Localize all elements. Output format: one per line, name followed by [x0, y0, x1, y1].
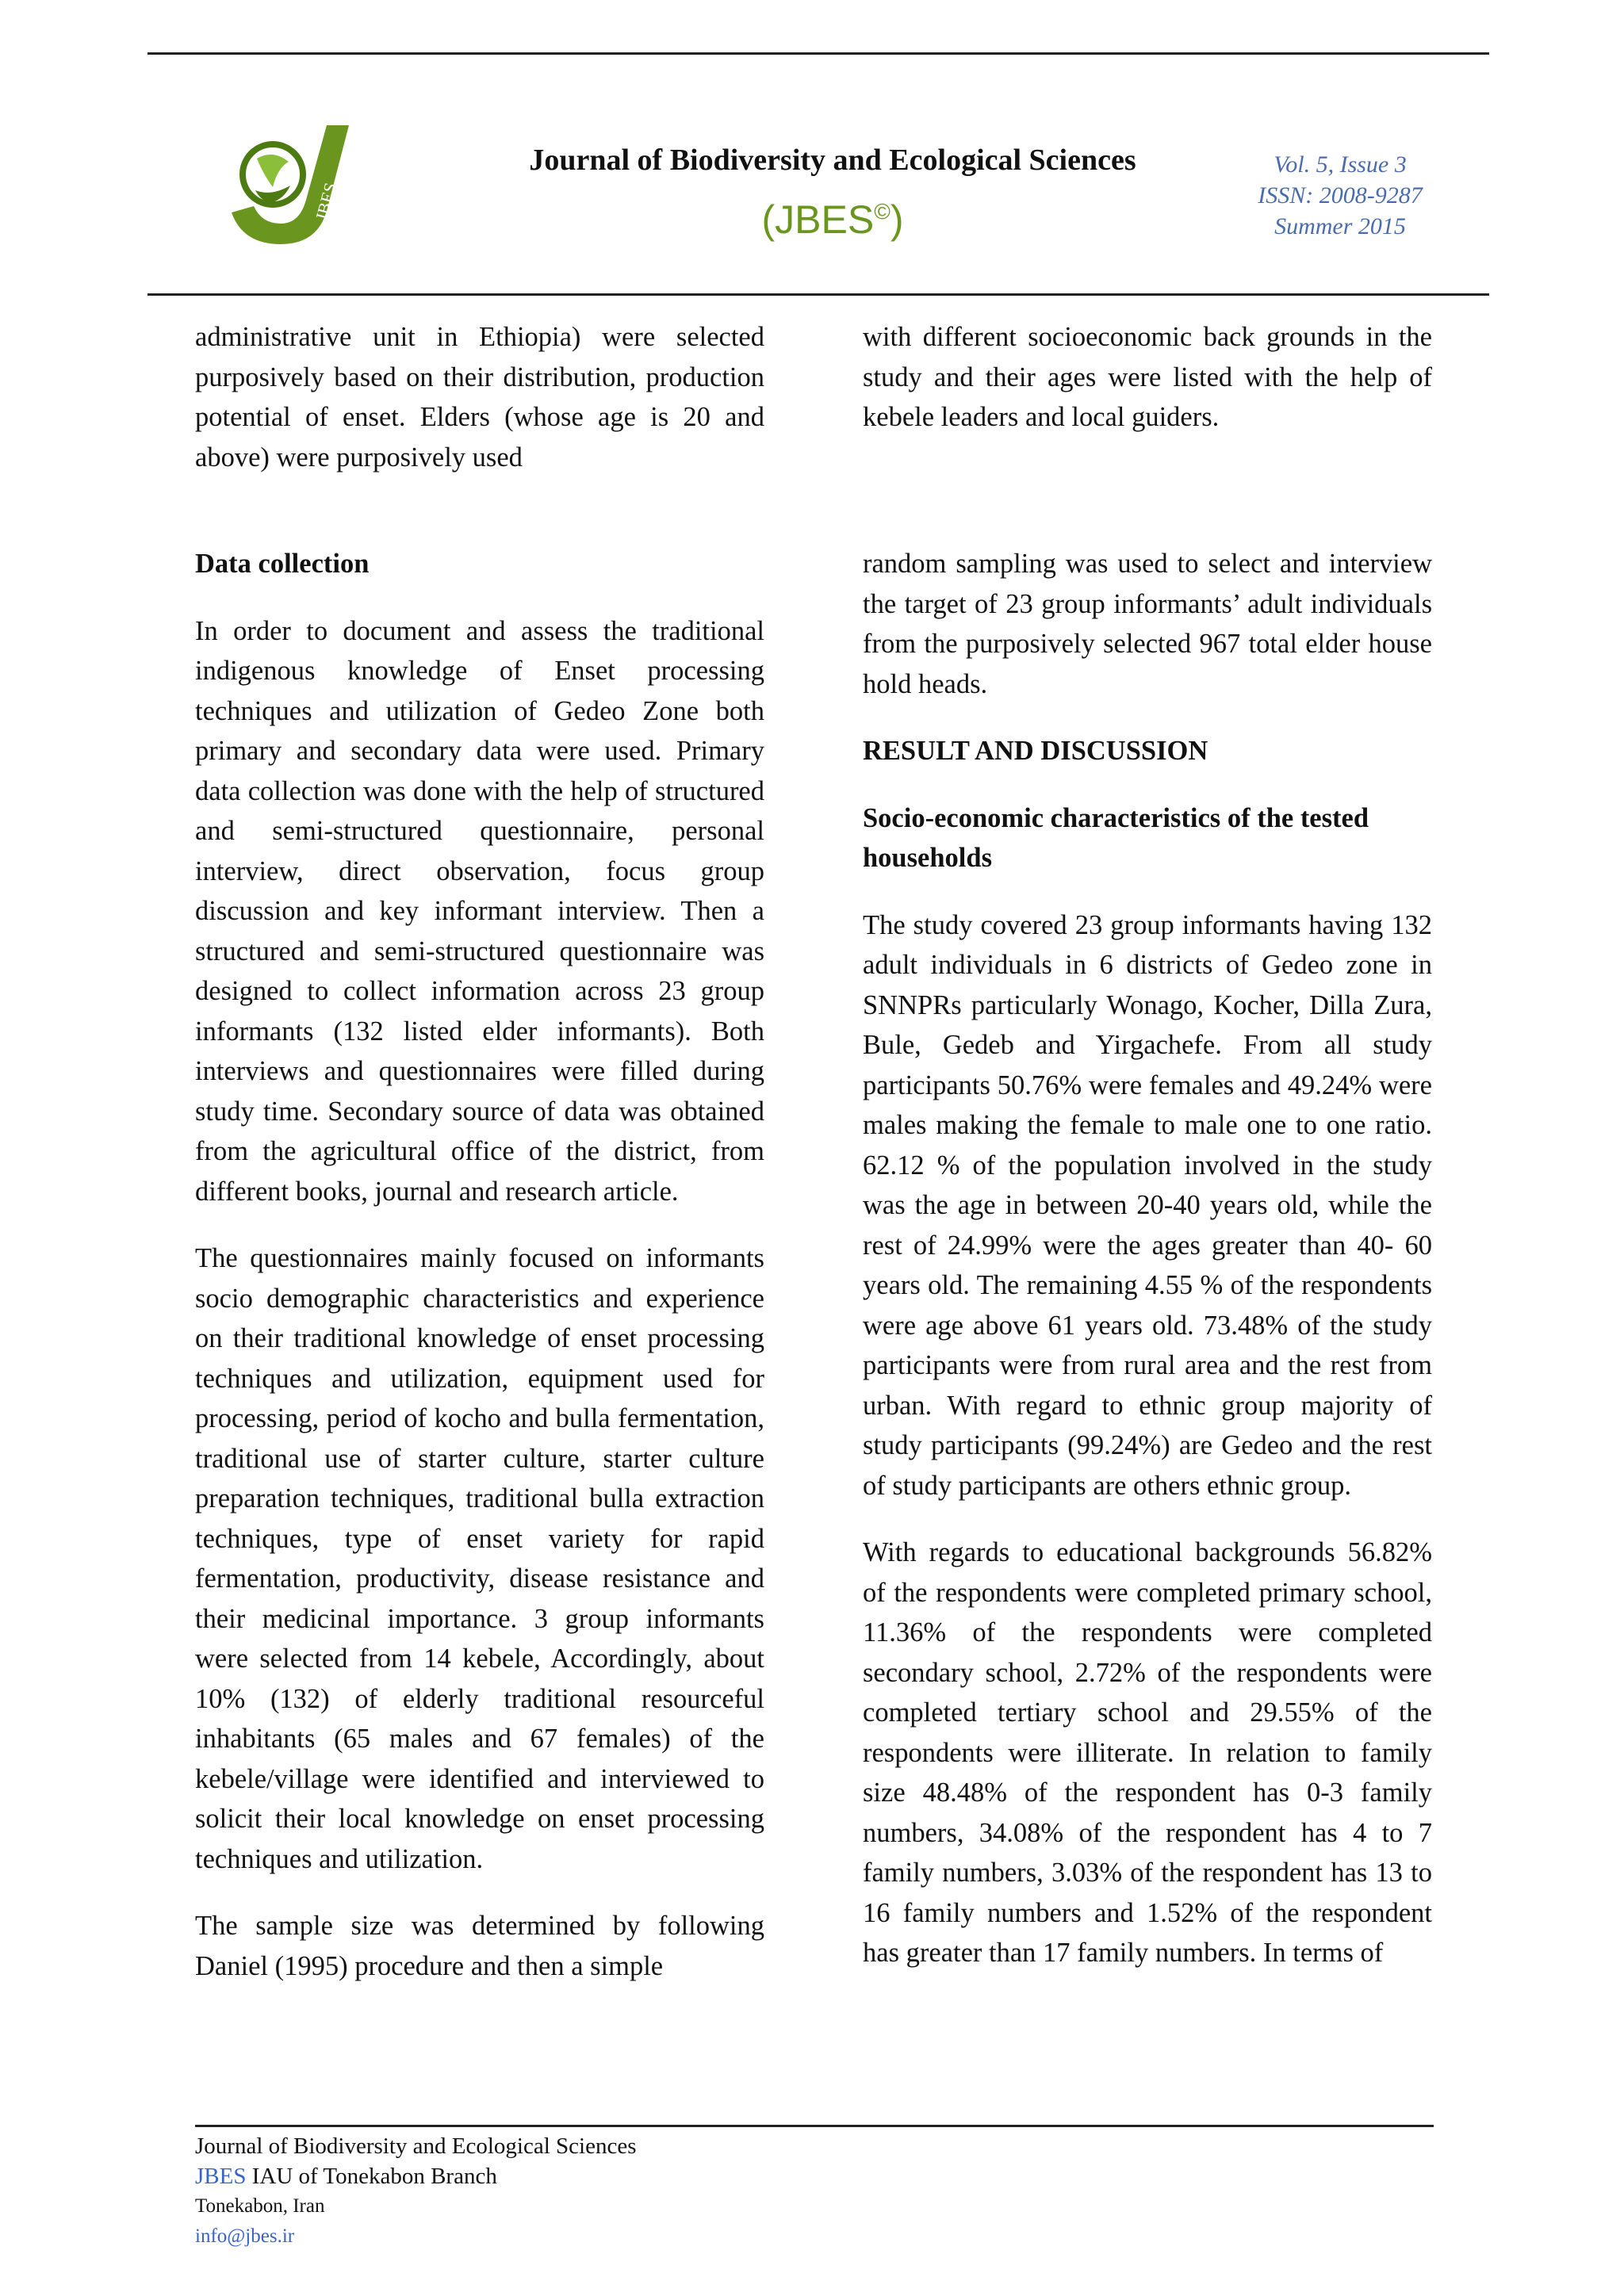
footer-email-link[interactable]: info@jbes.ir [195, 2225, 295, 2247]
heading-socio-economic: Socio-economic characteristics of the tested households [863, 802, 1369, 873]
paragraph: In order to document and assess the traditional indigenous knowledge of Enset processing techniques and utilization of Gedeo Zone both primary and secondary data were used. Primary data collection was done with the help of structured and semi-structured questionnaire, personal interview, direct observation, focus group discussion and key informant interview. Then a structured and semi-structured questionnaire was designed to collect information across 23 group informants (132 listed elder informants). Both interviews and questionnaires were filled during study time. Secondary source of data was obtained from the agricultural office of the district, from different books, journal and research article. [195, 615, 764, 1207]
jbes-logo [208, 117, 358, 252]
heading-data-collection: Data collection [195, 549, 370, 579]
right-top-paragraph: with different socioeconomic back grounds in the study and their ages were listed with the help of kebele leaders and local guiders. [863, 322, 1432, 432]
left-column-top [195, 317, 764, 504]
issn: ISSN: 2008-9287 [1258, 182, 1423, 209]
paragraph: The study covered 23 group informants having 132 adult individuals in 6 districts of Gedeo zone in SNNPRs particularly Wonago, Kocher, Dilla Zura, Bule, Gedeb and Yirgachefe. From all study participants 50.76% were females and 49.24% were males making the female to male one to one ratio. 62.12 % of the population involved in the study was the age in between 20-40 years old, while the rest of 24.99% were the ages greater than 40- 60 years old. The remaining 4.55 % of the respondents were age above 61 years old. 73.48% of the study participants were from rural area and the rest from urban. With regard to ethnic group majority of study participants (99.24%) are Gedeo and the rest of study participants are others ethnic group. [863, 909, 1432, 1501]
journal-abbreviation: (JBES©) [761, 197, 904, 242]
issue-info [1221, 149, 1459, 242]
season: Summer 2015 [1274, 213, 1406, 239]
footer-journal: Journal of Biodiversity and Ecological Sciences [195, 2133, 637, 2159]
right-column-top [863, 317, 1432, 465]
header-bottom-rule [147, 293, 1489, 296]
paragraph: With regards to educational backgrounds 56.82% of the respondents were completed primary school, 11.36% of the respondents were completed secondary school, 2.72% of the respondents were completed tertiary school and 29.55% of the respondents were illiterate. In relation to family size 48.48% of the respondent has 0-3 family numbers, 34.08% of the respondent has 4 to 7 family numbers, 3.03% of the respondent has 13 to 16 family numbers and 1.52% of the respondent has greater than 17 family numbers. In terms of [863, 1537, 1432, 1968]
footer-location: Tonekabon, Iran [195, 2195, 325, 2217]
logo-text: JBES [311, 180, 341, 224]
paragraph: The sample size was determined by following Daniel (1995) procedure and then a simple [195, 1911, 764, 1981]
footer-affiliation: JBES IAU of Tonekabon Branch [195, 2164, 497, 2189]
right-column [863, 544, 1432, 2000]
footer-abbr: JBES [195, 2164, 247, 2189]
left-column [195, 544, 764, 2013]
paragraph: random sampling was used to select and interview the target of 23 group informants’ adult individuals from the purposively selected 967 total elder house hold heads. [863, 549, 1432, 699]
paragraph: The questionnaires mainly focused on informants socio demographic characteristics and experience on their traditional knowledge of enset processing techniques and utilization, equipment used for processing, period of kocho and bulla fermentation, traditional use of starter culture, starter culture preparation techniques, traditional bulla extraction techniques, type of enset variety for rapid fermentation, productivity, disease resistance and their medicinal importance. 3 group informants were selected from 14 kebele, Accordingly, about 10% (132) of elderly traditional resourceful inhabitants (65 males and 67 females) of the kebele/village were identified and interviewed to solicit their local knowledge on enset processing techniques and utilization. [195, 1243, 764, 1874]
footer [195, 2131, 637, 2252]
journal-title: Journal of Biodiversity and Ecological Sciences [529, 144, 1136, 177]
heading-result-discussion: RESULT AND DISCUSSION [863, 736, 1208, 766]
header-top-rule [147, 52, 1489, 55]
volume-issue: Vol. 5, Issue 3 [1274, 151, 1407, 178]
footer-rule [195, 2125, 1434, 2127]
left-top-paragraph: administrative unit in Ethiopia) were selected purposively based on their distribution, production potential of enset. Elders (whose age is 20 and above) were purposively used [195, 322, 764, 473]
